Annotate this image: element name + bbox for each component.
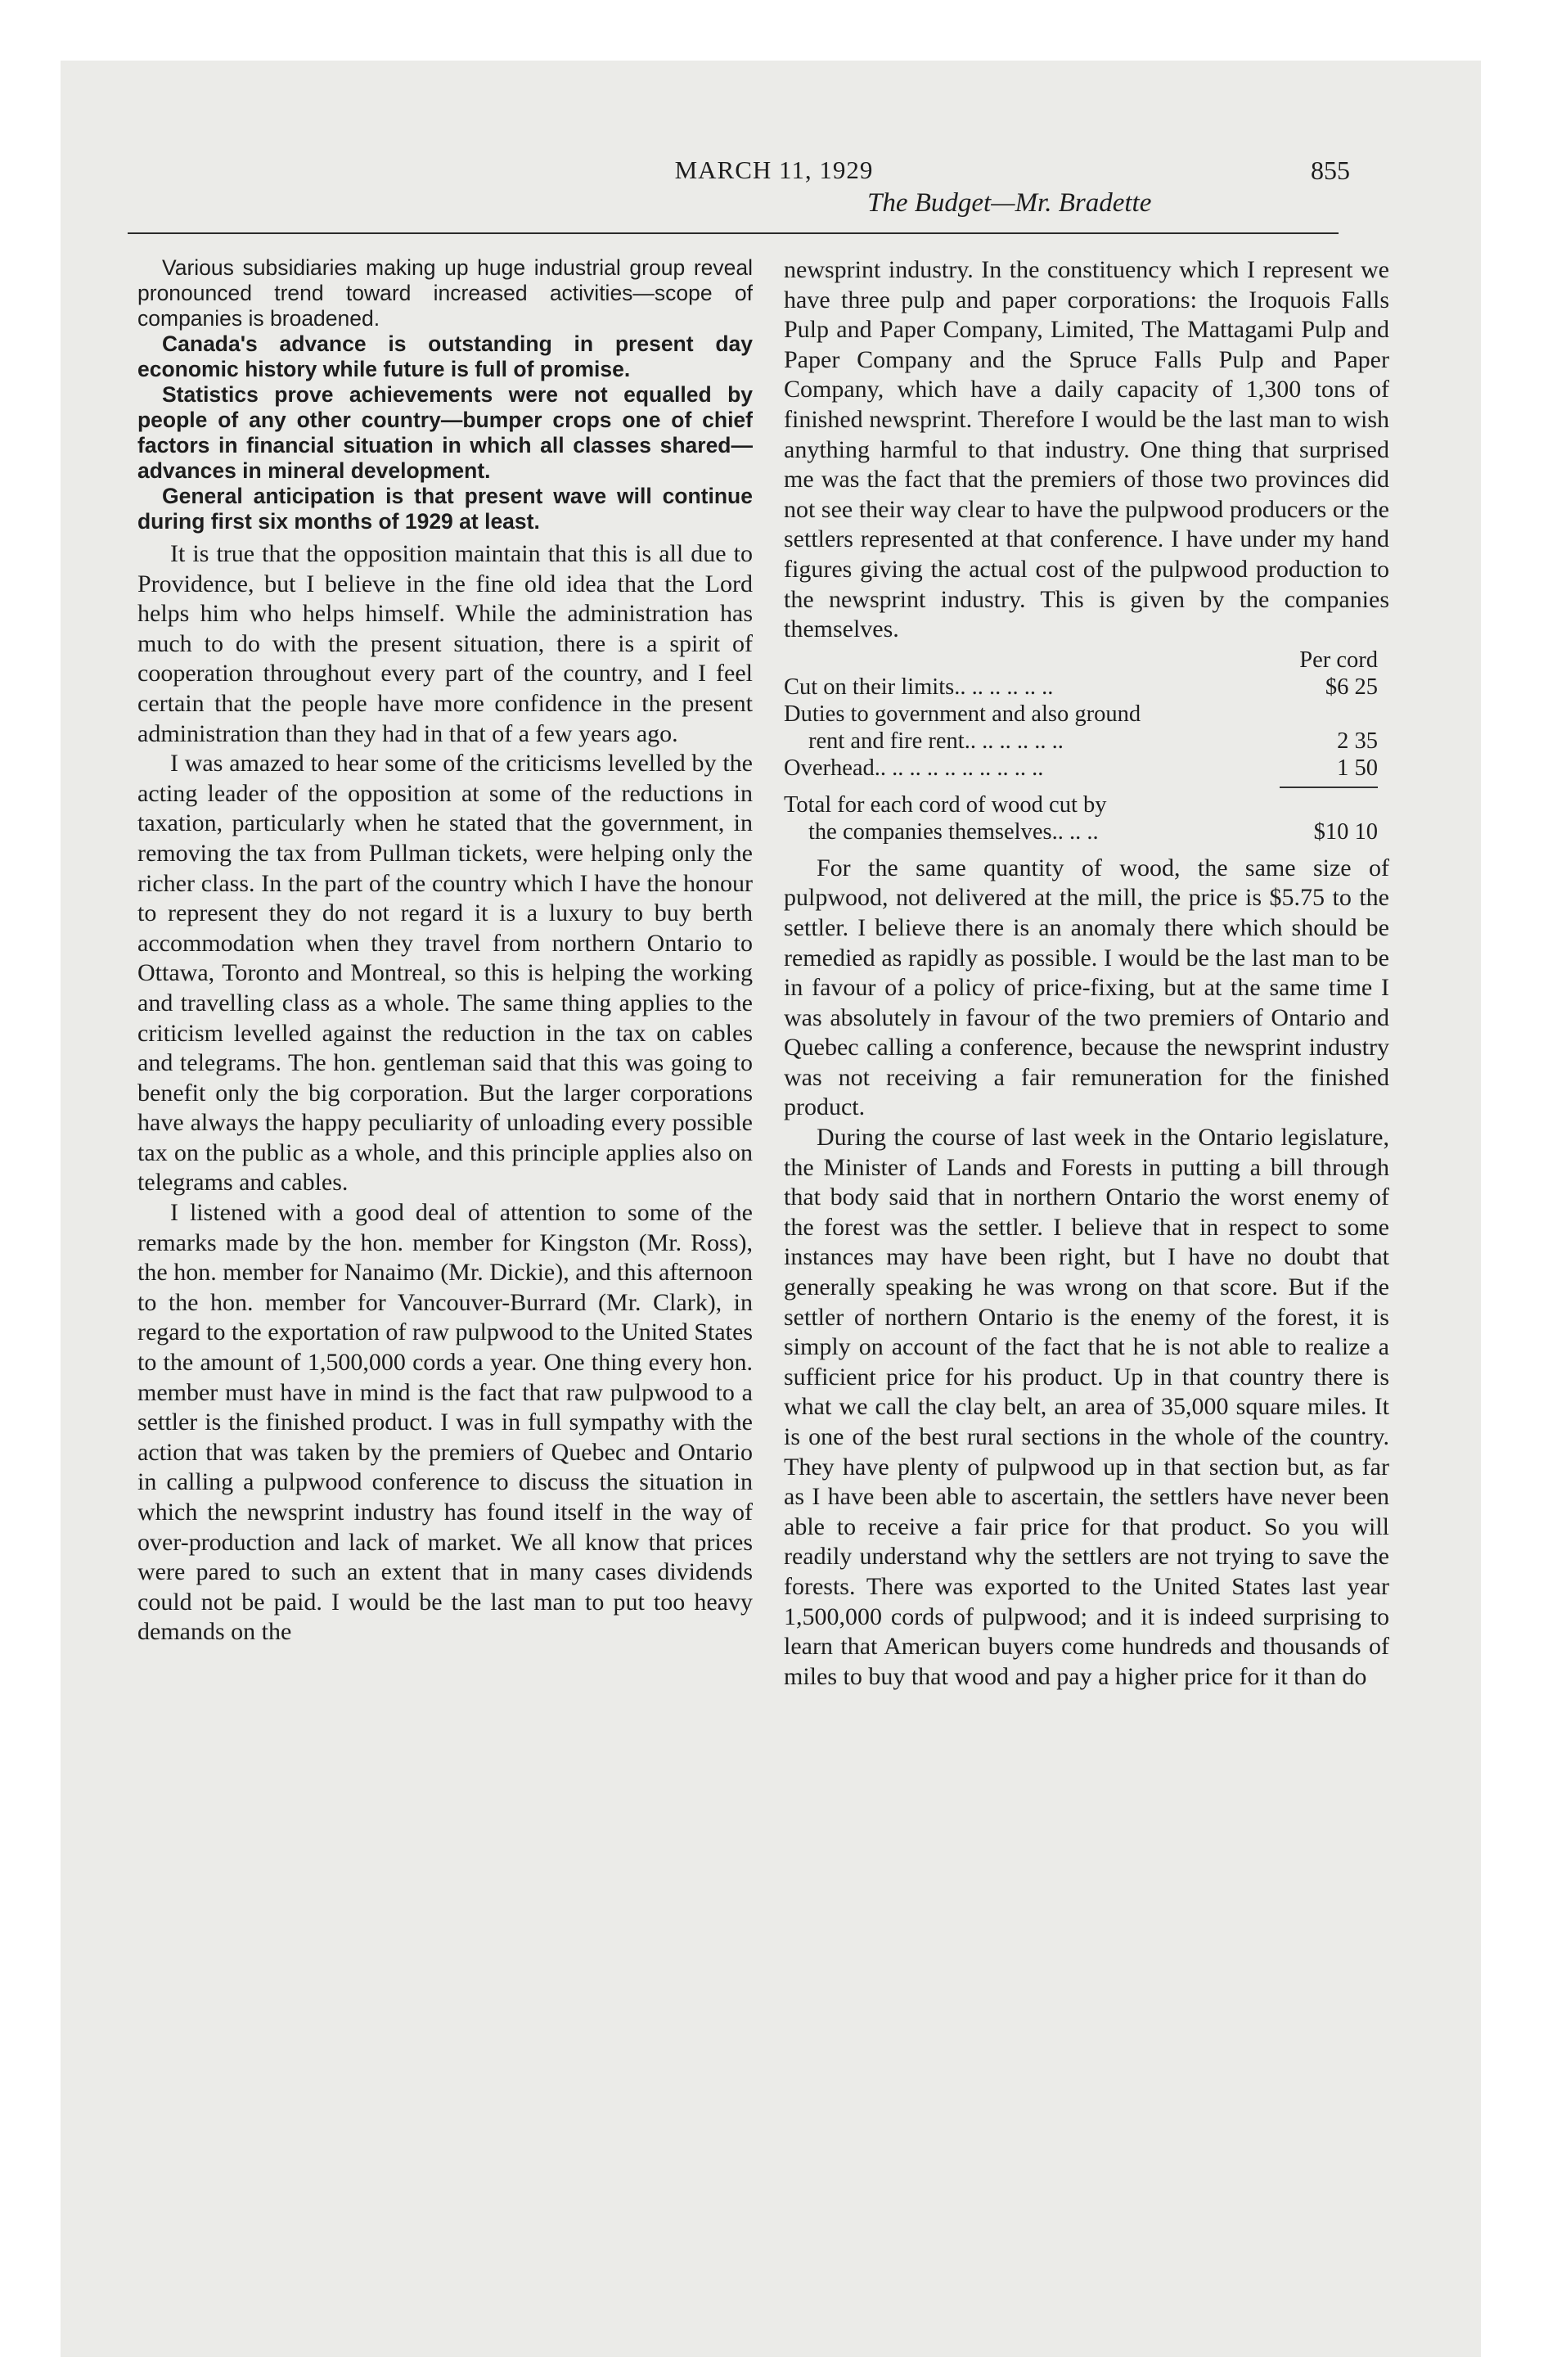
cost-total: [784, 791, 1389, 845]
left-body-text: [137, 539, 753, 1648]
quote-paragraph: Various subsidiaries making up huge industrial group reveal pronounced trend toward increased activities—scope of companies is broadened.: [137, 255, 753, 331]
paragraph: During the course of last week in the Ontario legislature, the Minister of Lands and Forests in putting a bill through that body said that in northern Ontario the worst enemy of the forest was the settler. I believe that in respect to some instances may have been right, but I have no doubt that generally speaking he was wrong on that score. But if the settler of northern Ontario is the enemy of the forest, it is simply on account of the fact that he is not able to realize a sufficient price for his product. Up in that country there is what we call the clay belt, an area of 35,000 square miles. It is one of the best rural sections in the whole of the country. They have plenty of pulpwood up in that section but, as far as I have been able to ascertain, the settlers have never been able to receive a fair price for that product. So you will readily understand why the settlers are not trying to save the forests. There was exported to the United States last year 1,500,000 cords of pulpwood; and it is indeed surprising to learn that American buyers come hundreds and thousands of miles to buy that wood and pay a higher price for it than do: [784, 1124, 1389, 1690]
cost-label: Duties to government and also ground: [784, 701, 1141, 727]
paragraph: It is true that the opposition maintain that this is all due to Providence, but I believe in the fine old idea that the Lord helps him who helps himself. While the administration has much to do with the present situation, there is a spirit of cooperation throughout every part of the country, and I feel certain that the people have more confidence in the present administration than they had in that of a few years ago.: [137, 540, 753, 747]
total-row: [784, 818, 1389, 845]
cost-label: Overhead.. .. .. .. .. .. .. .. .. ..: [784, 755, 1044, 781]
cost-amount: 2 35: [1337, 728, 1378, 754]
cost-label: rent and fire rent.. .. .. .. .. ..: [808, 728, 1064, 754]
total-rule: [1280, 787, 1378, 788]
cost-amount: [1296, 701, 1378, 728]
total-label: Total for each cord of wood cut by: [784, 791, 1107, 818]
page-number: 855: [1311, 156, 1350, 185]
running-head: The Budget—Mr. Bradette: [867, 188, 1152, 218]
quoted-headlines: [137, 255, 753, 534]
quote-paragraph: General anticipation is that present wave will continue during first six months of 1929 at least.: [137, 484, 753, 534]
header-rule: [128, 232, 1339, 234]
quote-paragraph: Canada's advance is outstanding in present day economic history while future is full of promise.: [137, 331, 753, 381]
right-column: [784, 255, 1389, 1692]
paragraph: I was amazed to hear some of the criticisms levelled by the acting leader of the opposition at some of the reductions in taxation, particularly when he stated that the government, in removing the tax from Pullman tickets, were helping only the richer class. In the part of the country which I have the honour to represent they do not regard it is a luxury to buy berth accommodation when they travel from northern Ontario to Ottawa, Toronto and Montreal, so this is helping the working and travelling class as a whole. The same thing applies to the criticism levelled against the reduction in the tax on cables and telegrams. The hon. gentleman said that this was going to benefit only the big corporation. But the larger corporations have always the happy peculiarity of unloading every possible tax on the public as a whole, and this principle applies also on telegrams and cables.: [137, 750, 753, 1197]
paragraph-continued: newsprint industry. In the constituency which I represent we have three pulp and paper corporations: the Iroquois Falls Pulp and Paper Company, Limited, The Mattagami Pulp and Paper Company and the Spruce Falls Pulp and Paper Company, which have a daily capacity of 1,300 tons of finished newsprint. Therefore I would be the last man to wish anything harmful to that industry. One thing that surprised me was the fact that the premiers of those two provinces did not see their way clear to have the pulpwood producers or the settlers represented at that conference. I have under my hand figures giving the actual cost of the pulpwood production to the newsprint industry. This is given by the companies themselves.: [784, 256, 1389, 643]
right-body-text: [784, 255, 1389, 645]
cost-row: [784, 755, 1389, 782]
cost-row: [784, 674, 1389, 701]
cost-amount: 1 50: [1337, 755, 1378, 781]
paragraph: For the same quantity of wood, the same size of pulpwood, not delivered at the mill, the price is $5.75 to the settler. I believe there is an anomaly there which should be remedied as rapidly as possible. I would be the last man to be in favour of a policy of price-fixing, but at the same time I was absolutely in favour of the two premiers of Ontario and Quebec calling a conference, because the newsprint industry was not receiving a fair remuneration for the finished product.: [784, 854, 1389, 1121]
cost-row: [784, 728, 1389, 755]
paragraph: I listened with a good deal of attention to some of the remarks made by the hon. member for Kingston (Mr. Ross), the hon. member for Nanaimo (Mr. Dickie), and this afternoon to the hon. member for Vancouver-Burrard (Mr. Clark), in regard to the exportation of raw pulpwood to the United States to the amount of 1,500,000 cords a year. One thing every hon. member must have in mind is the fact that raw pulpwood to a settler is the finished product. I was in full sympathy with the action that was taken by the premiers of Quebec and Ontario in calling a pulpwood conference to discuss the situation in which the newsprint industry has found itself in the way of over-production and lack of market. We all know that prices were pared to such an extent that in many cases dividends could not be paid. I would be the last man to put too heavy demands on the: [137, 1199, 753, 1646]
cost-table-header: Per cord: [1299, 647, 1378, 673]
total-amount: $10 10: [1313, 818, 1378, 845]
right-body-text-2: [784, 854, 1389, 1693]
quote-paragraph: Statistics prove achievements were not equalled by people of any other country—bumper crops one of chief factors in financial situation in which all classes shared—advances in mineral development.: [137, 382, 753, 483]
cost-amount: $6 25: [1325, 674, 1378, 700]
cost-label: Cut on their limits.. .. .. .. .. ..: [784, 674, 1054, 700]
left-column: [137, 255, 753, 1648]
cost-row: [784, 701, 1389, 728]
total-label: the companies themselves.. .. ..: [808, 818, 1099, 845]
page-date: MARCH 11, 1929: [674, 156, 874, 184]
pulpwood-cost-table: [784, 647, 1389, 845]
